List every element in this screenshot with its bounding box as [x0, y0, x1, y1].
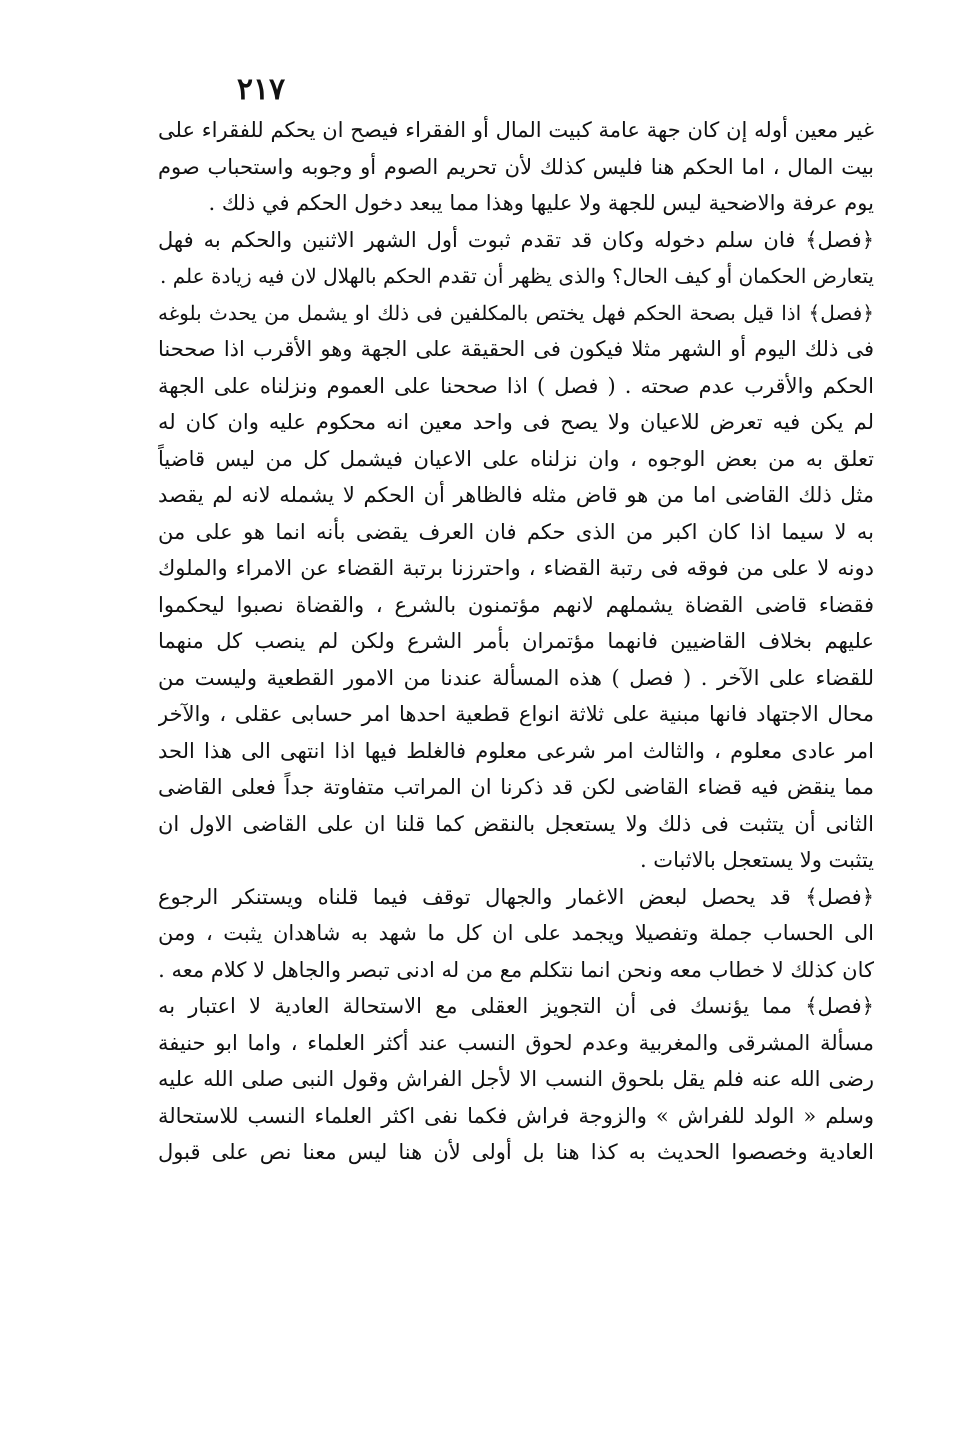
text-line: امر عادى معلوم ، والثالث امر شرعى معلوم فالغلط فيها اذا انتهى الى هذا الحد [158, 738, 874, 763]
text-line: لم يكن فيه تعرض للاعيان ولا يصح فى واحد معين انه محكوم عليه وان كان له [158, 410, 874, 434]
text-line: فقضاء قاضى القضاة يشملهم لانهم مؤتمنون بالشرع ، والقضاة نصبوا ليحكموا [158, 592, 874, 617]
text-line: عليهم بخلاف القاضيين فانهما مؤتمران بأمر الشرع ولكن لم ينصب كل منهما [158, 629, 874, 653]
text-line: رضى الله عنه فلم يقل بلحوق النسب الا لأجل الفراش وقول النبى صلى الله عليه [158, 1067, 874, 1091]
text-line: ﴿فصل﴾ فان سلم دخوله وكان قد تقدم ثبوت أول الشهر الاثنين والحكم به فهل [158, 227, 874, 252]
text-line: كان كذلك لا خطاب معه ونحن انما نتكلم مع من له ادنى تبصر والجاهل لا كلام معه . [158, 957, 874, 982]
text-line: الى الحساب جملة وتفصيلا ويجمد على ان كل ما شهد به شاهدان يثبت ، ومن [158, 921, 874, 945]
text-line: مسألة المشرقى والمغربية وعدم لحوق النسب عند أكثر العلماء ، واما ابو حنيفة [158, 1030, 874, 1055]
text-line: تعلق به من بعض الوجوه ، وان نزلناه على الاعيان فيشمل كل من ليس قاضياً [158, 446, 874, 471]
text-line: ﴿فصل﴾ قد يحصل لبعض الاغمار والجهال توقف فيما قلناه ويستنكر الرجوع [158, 884, 874, 909]
text-line: يوم عرفة والاضحية ليس للجهة ولا عليها وهذا مما يبعد دخول الحكم في ذلك . [208, 191, 874, 215]
text-line: غير معين أوله إن كان جهة عامة كبيت المال أو الفقراء فيصح ان يحكم للفقراء على [158, 118, 874, 142]
text-line: ﴿فصل﴾ مما يؤنسك فى أن التجويز العقلى مع الاستحالة العادية لا اعتبار به [158, 994, 874, 1018]
text-line: يتعارض الحكمان أو كيف الحال؟ والذى يظهر أن تقدم الحكم بالهلال لان فيه زيادة علم . [160, 264, 874, 288]
text-line: مما ينقض فيه قضاء القاضى لكن قد ذكرنا ان المراتب متفاوتة جداً فعلى القاضى [158, 775, 874, 799]
text-line: يتثبت ولا يستعجل بالاثبات . [639, 848, 874, 872]
text-line: دونه لا على من فوقه فى رتبة القضاء ، واحترزنا برتبة القضاء عن الامراء والملوك [158, 556, 874, 580]
text-line: محال الاجتهاد فانها مبنية على ثلاثة انواع قطعية احدها امر حسابى عقلى ، والآخر [158, 702, 874, 726]
page-number: ٢١٧ [236, 72, 286, 107]
text-line: الحكم والأقرب عدم صحته . ( فصل ) اذا صححنا على العموم ونزلناه على الجهة [158, 373, 874, 398]
text-line: الثانى أن يتثبت فى ذلك ولا يستعجل بالنقض كما قلنا ان على القاضى الاول ان [158, 811, 874, 836]
text-line: فى ذلك اليوم أو الشهر مثلا فيكون فى الحقيقة على الجهة وهو الأقرب اذا صححنا [158, 337, 874, 361]
body-text [158, 112, 874, 1171]
text-line: به لا سيما اذا كان اكبر من الذى حكم فان العرف يقضى بأنه انما هو على من [158, 519, 874, 544]
text-line: مثل ذلك القاضى اما من هو قاض مثله فالظاهر أن الحكم لا يشمله لانه لم يقصد [158, 483, 874, 507]
text-line: للقضاء على الآخر . ( فصل ) هذه المسألة عندنا من الامور القطعية وليست من [158, 665, 874, 690]
text-line: بيت المال ، اما الحكم هنا فليس كذلك لأن تحريم الصوم أو وجوبه واستحباب صوم [158, 154, 874, 179]
text-line: ﴿فصل﴾ اذا قيل بصحة الحكم فهل يختص بالمكلفين فى ذلك او يشمل من يحدث بلوغه [158, 300, 874, 325]
text-line: العادية وخصصوا الحديث به كذا هنا بل أولى لأن هنا ليس معنا نص على قبول [158, 1140, 874, 1164]
text-line: وسلم « الولد للفراش » والزوجة فراش فكما نفى اكثر العلماء النسب للاستحالة [158, 1103, 874, 1128]
